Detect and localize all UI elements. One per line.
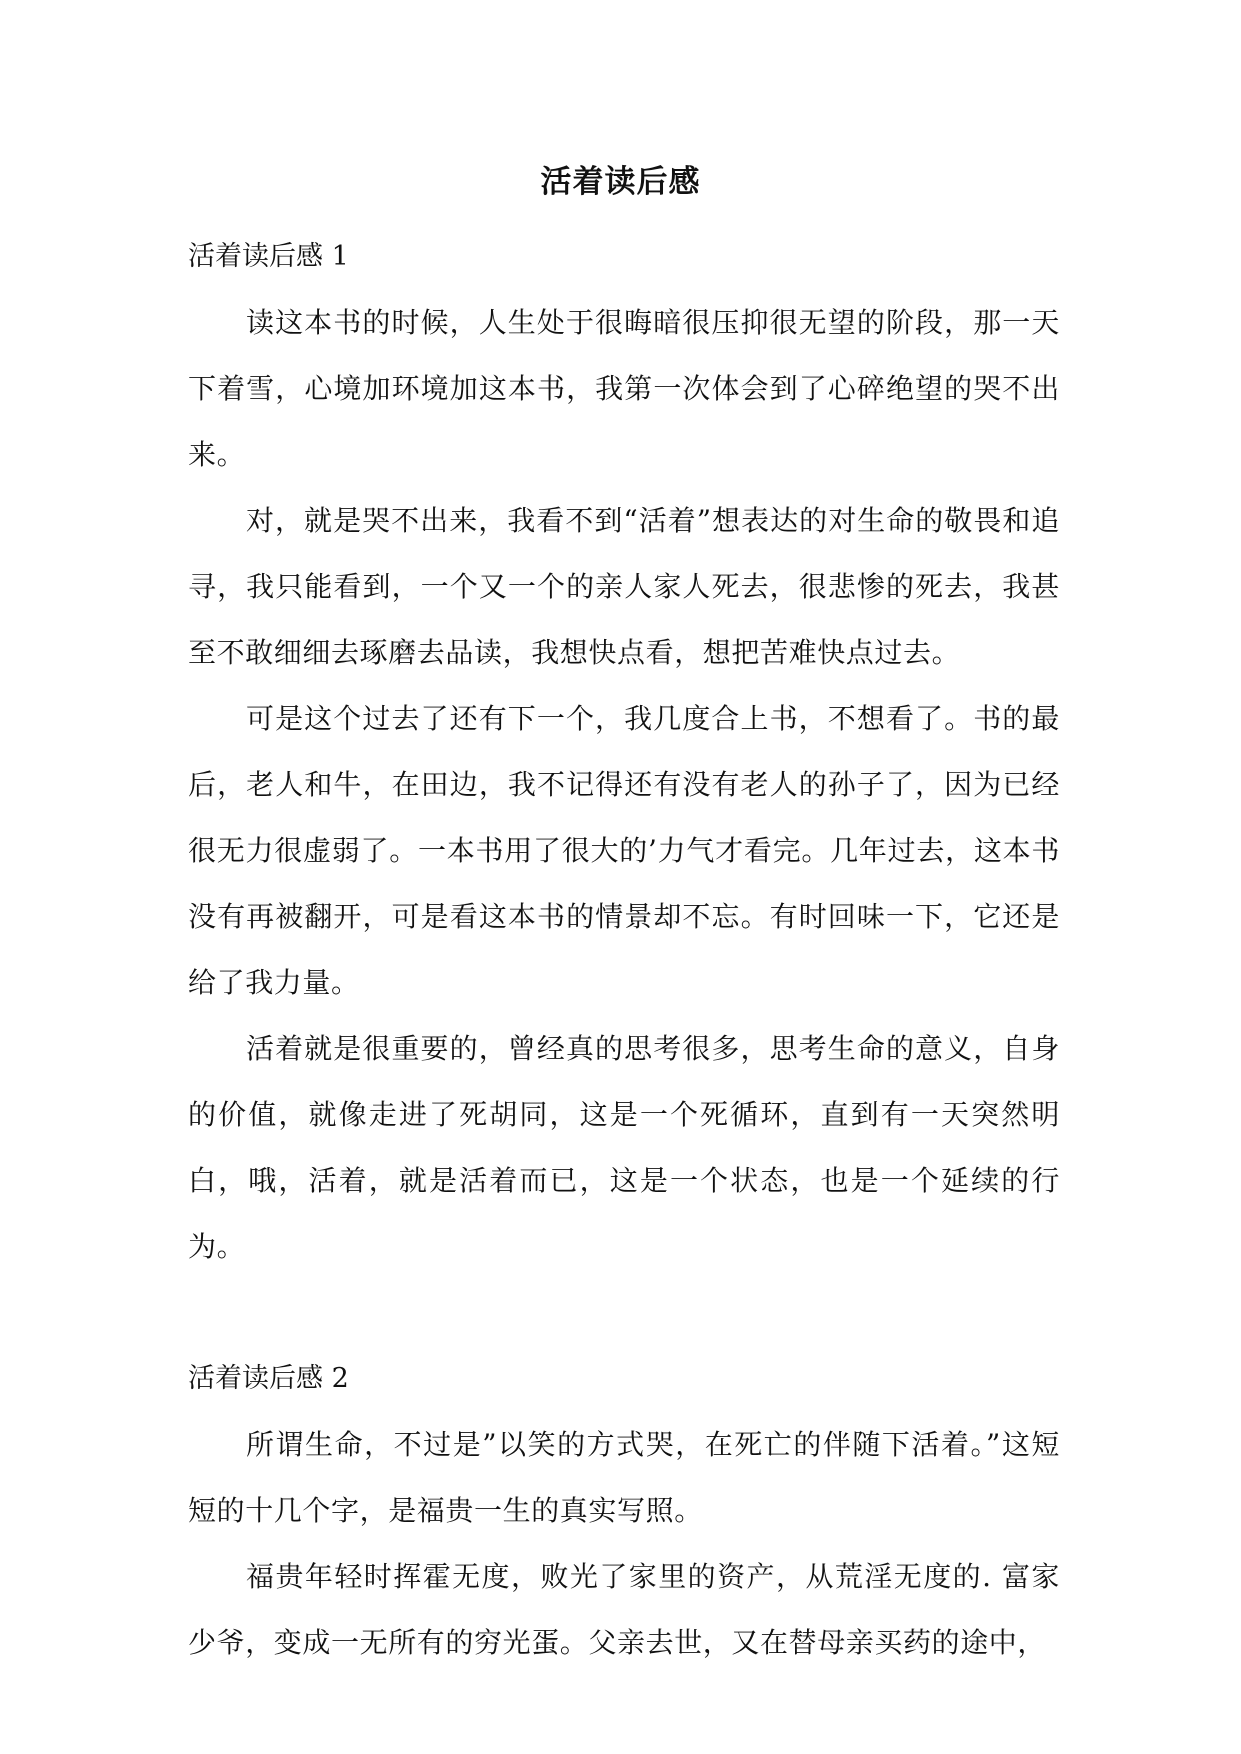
paragraph: 所谓生命，不过是”以笑的方式哭，在死亡的伴随下活着。”这短短的十几个字，是福贵一生的真实写照。 [188,1428,1060,1527]
section-1 [188,224,1060,1280]
paragraph: 福贵年轻时挥霍无度，败光了家里的资产，从荒淫无度的. 富家少爷，变成一无所有的穷光蛋。父亲去世，又在替母亲买药的途中， [188,1560,1060,1659]
document-body [188,224,1060,1676]
section-spacer [188,1280,1060,1346]
document-title: 活着读后感 [540,164,701,200]
section-heading: 活着读后感 1 [188,241,349,272]
paragraph: 对，就是哭不出来，我看不到“活着”想表达的对生命的敬畏和追寻，我只能看到，一个又一个的亲人家人死去，很悲惨的死去，我甚至不敢细细去琢磨去品读，我想快点看，想把苦难快点过去。 [188,504,1060,669]
section-heading: 活着读后感 2 [188,1363,349,1394]
paragraph: 活着就是很重要的，曾经真的思考很多，思考生命的意义，自身的价值，就像走进了死胡同，这是一个死循环，直到有一天突然明白，哦，活着，就是活着而已，这是一个状态，也是一个延续的行为。 [188,1032,1060,1263]
paragraph: 读这本书的时候，人生处于很晦暗很压抑很无望的阶段，那一天下着雪，心境加环境加这本书，我第一次体会到了心碎绝望的哭不出来。 [188,306,1060,471]
paragraph: 可是这个过去了还有下一个，我几度合上书，不想看了。书的最后，老人和牛，在田边，我不记得还有没有老人的孙子了，因为已经很无力很虚弱了。一本书用了很大的’力气才看完。几年过去，这本书没有再被翻开，可是看这本书的情景却不忘。有时回味一下，它还是给了我力量。 [188,702,1060,999]
section-2 [188,1346,1060,1676]
